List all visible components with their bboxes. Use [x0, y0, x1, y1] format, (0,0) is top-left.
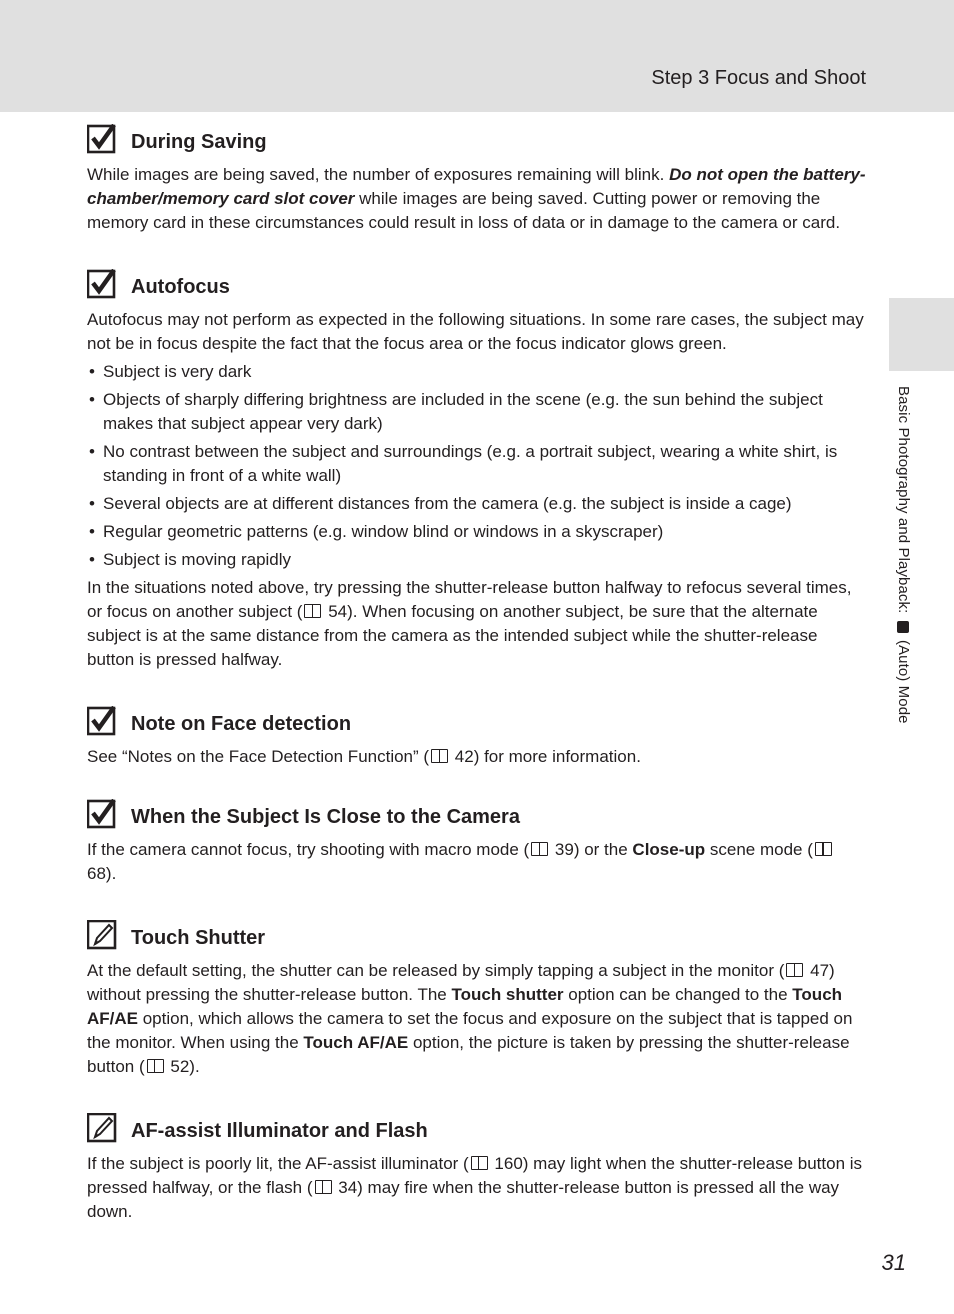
- page-ref-icon: [147, 1059, 164, 1073]
- page-ref-icon: [471, 1156, 488, 1170]
- side-label-part-1: Basic Photography and Playback:: [895, 386, 912, 618]
- body-text: 34) may fire when the shutter-release button is pressed all the way down.: [87, 1178, 840, 1221]
- section-title: Touch Shutter: [131, 927, 266, 949]
- body-text: At the default setting, the shutter can be released by simply tapping a subject in the monitor (: [87, 961, 785, 980]
- list-item: • Subject is very dark: [87, 360, 867, 384]
- list-item: • Several objects are at different distances from the camera (e.g. the subject is inside a cage): [87, 492, 867, 516]
- section-intro: Autofocus may not perform as expected in the following situations. In some rare cases, the subject may not be in focus despite the fact that the focus area or the focus indicator glows green.: [87, 310, 864, 353]
- situation-list: [87, 360, 867, 572]
- body-text: option, which allows the camera to set the focus and exposure on the subject that is tapped on the monitor. When using the: [87, 1009, 853, 1052]
- section-title: AF-assist Illuminator and Flash: [131, 1120, 428, 1142]
- body-text: If the camera cannot focus, try shooting with macro mode (: [87, 840, 530, 859]
- body-text: 39) or the: [550, 840, 633, 859]
- section-heading: [87, 263, 867, 299]
- section-autofocus: [87, 263, 867, 672]
- section-body: [87, 163, 867, 235]
- emphasis-text: Close-up: [632, 840, 706, 859]
- section-heading: [87, 118, 867, 154]
- body-text: while images are being saved. Cutting power or removing the memory card in these circumstances could result in loss of data or in damage to the camera or card.: [87, 189, 841, 232]
- section-outro: [87, 576, 867, 672]
- body-text: If the subject is poorly lit, the AF-assist illuminator (: [87, 1154, 469, 1173]
- page-header-title: Step 3 Focus and Shoot: [651, 67, 866, 89]
- body-text: In the situations noted above, try pressing the shutter-release button halfway to refocus several times, or focus on another subject (: [87, 578, 852, 621]
- page-content: [87, 118, 867, 1252]
- section-heading: [87, 1107, 867, 1143]
- section-touch-shutter: [87, 914, 867, 1079]
- page-ref-icon: [304, 604, 321, 618]
- page-ref-icon: [531, 842, 548, 856]
- header-band: [0, 0, 954, 112]
- body-text: scene mode (: [705, 840, 813, 859]
- section-title: When the Subject Is Close to the Camera: [131, 806, 520, 828]
- emphasis-text: Touch shutter: [451, 985, 564, 1004]
- section-face-detection: [87, 700, 867, 769]
- body-text: 42) for more information.: [450, 747, 641, 766]
- page-ref-icon: [431, 749, 448, 763]
- body-text: While images are being saved, the number of exposures remaining will blink.: [87, 165, 670, 184]
- list-item: • Regular geometric patterns (e.g. window blind or windows in a skyscraper): [87, 520, 867, 544]
- section-close-subject: [87, 793, 867, 886]
- page-ref-icon: [315, 1180, 332, 1194]
- section-heading: [87, 700, 867, 736]
- body-text: See “Notes on the Face Detection Function” (: [87, 747, 430, 766]
- side-label-part-2: (Auto) Mode: [895, 635, 912, 724]
- section-title: Autofocus: [131, 276, 230, 298]
- emphasis-text: Touch AF/AE: [87, 985, 843, 1028]
- body-text: 68).: [87, 864, 117, 883]
- page-number: 31: [881, 1250, 906, 1275]
- caution-check-icon: [87, 706, 117, 736]
- section-during-saving: [87, 118, 867, 235]
- section-heading: [87, 793, 867, 829]
- note-pencil-icon: [87, 1113, 117, 1143]
- list-item: • Objects of sharply differing brightness are included in the scene (e.g. the sun behind the subject makes that subject appear very dark): [87, 388, 867, 436]
- list-item: • Subject is moving rapidly: [87, 548, 867, 572]
- camera-icon: [897, 621, 909, 633]
- caution-check-icon: [87, 124, 117, 154]
- body-text: 52).: [165, 1057, 200, 1076]
- page-ref-icon: [786, 963, 803, 977]
- caution-check-icon: [87, 799, 117, 829]
- emphasis-text: Touch AF/AE: [303, 1033, 409, 1052]
- emphasis-text: Do not open the battery-chamber/memory card slot cover: [87, 165, 866, 208]
- section-body: [87, 959, 867, 1079]
- body-text: option can be changed to the: [563, 985, 793, 1004]
- section-body: [87, 745, 867, 769]
- note-pencil-icon: [87, 920, 117, 950]
- section-title: During Saving: [131, 131, 267, 153]
- page-ref-icon: [815, 842, 832, 856]
- section-body: [87, 838, 867, 886]
- chapter-side-tab: [889, 298, 954, 371]
- body-text: 47) without pressing the shutter-release button. The: [87, 961, 835, 1004]
- section-body: [87, 1152, 867, 1224]
- section-heading: [87, 914, 867, 950]
- chapter-side-label: [895, 386, 912, 724]
- section-af-assist: [87, 1107, 867, 1224]
- caution-check-icon: [87, 269, 117, 299]
- body-text: 54). When focusing on another subject, be sure that the alternate subject is at the same distance from the camera as the intended subject while the shutter-release button is pressed halfway.: [87, 602, 818, 669]
- body-text: option, the picture is taken by pressing the shutter-release button (: [87, 1033, 850, 1076]
- body-text: 160) may light when the shutter-release button is pressed halfway, or the flash (: [87, 1154, 863, 1197]
- section-title: Note on Face detection: [131, 713, 352, 735]
- list-item: • No contrast between the subject and surroundings (e.g. a portrait subject, wearing a white shirt, is standing in front of a white wall): [87, 440, 867, 488]
